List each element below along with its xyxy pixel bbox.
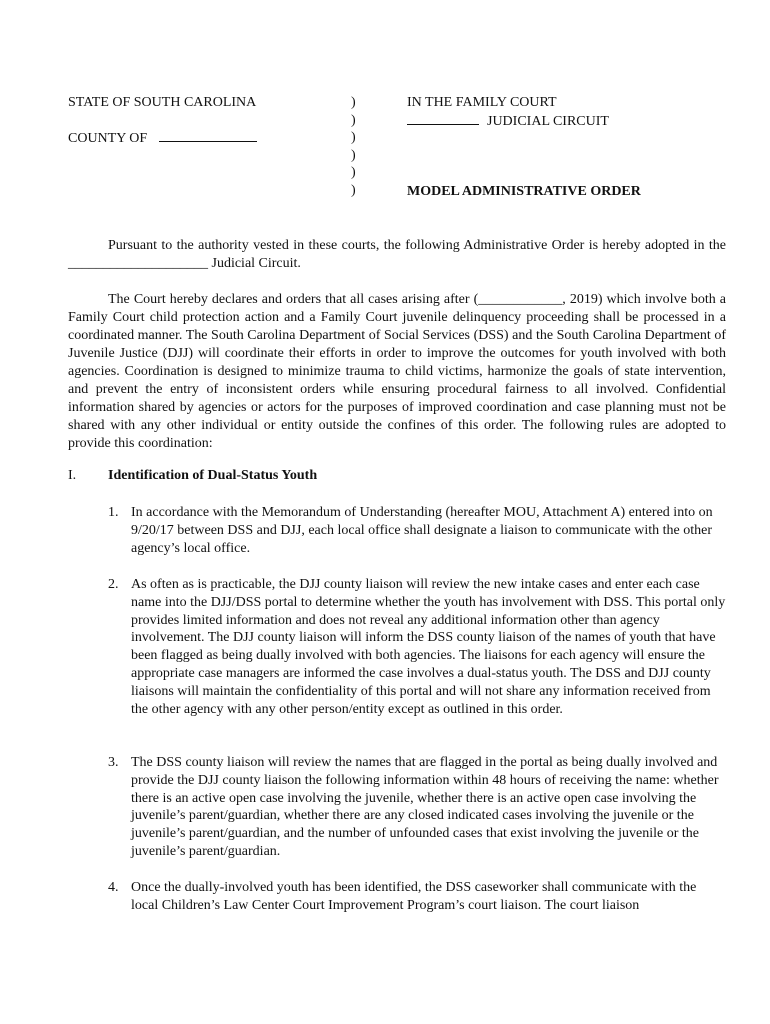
- caption-paren: ): [351, 182, 356, 198]
- order-title: MODEL ADMINISTRATIVE ORDER: [407, 184, 641, 199]
- circuit-blank-line: [407, 112, 479, 125]
- item-number: 1.: [108, 505, 119, 520]
- caption-paren: ): [351, 165, 356, 180]
- caption-left: [68, 94, 356, 199]
- section-heading: [68, 468, 317, 484]
- item-number: 4.: [108, 880, 119, 895]
- caption-paren: ): [351, 130, 356, 145]
- list-item: [108, 754, 726, 861]
- item-text: In accordance with the Memorandum of Understanding (hereafter MOU, Attachment A) entered into on 9/20/17 between DSS and DJJ, each local office shall designate a liaison to communicate with the other agency’s local office.: [131, 505, 713, 556]
- list-item: [108, 576, 726, 718]
- section-number: I.: [68, 468, 77, 483]
- caption-paren: ): [351, 147, 356, 163]
- court-label: IN THE FAMILY COURT: [407, 95, 557, 110]
- caption-paren: ): [351, 95, 356, 110]
- county-label: COUNTY OF: [68, 131, 148, 146]
- paragraph-declaration: The Court hereby declares and orders that all cases arising after (____________, 2019) which involve both a Family Court child protection action and a Family Court juvenile delinquency proceeding shall be processed in a coordinated manner. The South Carolina Department of Social Services (DSS) and the South Carolina Department of Juvenile Justice (DJJ) will coordinate their efforts in order to improve the outcomes for youth involved with both agencies. Coordination is designed to minimize trauma to child victims, harmonize the goals of state intervention, and prevent the entry of inconsistent orders while ensuring procedural fairness to all involved. Confidential information shared by agencies or actors for the purposes of improved coordination and case planning must not be shared with any other individual or entity outside the confines of this order. The following rules are adopted to provide this coordination:: [68, 292, 726, 451]
- item-number: 2.: [108, 577, 119, 592]
- paragraph-authority: Pursuant to the authority vested in these courts, the following Administrative Order is hereby adopted in the ____________________ Judicial Circuit.: [68, 238, 726, 271]
- intro-paragraphs-2: [68, 291, 726, 453]
- list-item: [108, 504, 726, 557]
- circuit-label: JUDICIAL CIRCUIT: [487, 113, 609, 129]
- item-text: As often as is practicable, the DJJ county liaison will review the new intake cases and enter each case name into the DJJ/DSS portal to determine whether the youth has involvement with DSS. This portal only provides limited information and does not reveal any additional information other than agency involvement. The DJJ county liaison will inform the DSS county liaison of the names of youth that have been flagged as being dually involved with both agencies. The liaisons for each agency will ensure the appropriate case managers are informed the case involves a dual-status youth. The DSS and DJJ county liaisons will maintain the confidentiality of this portal and will not share any information received from the other agency with any other person/entity except as outlined in this order.: [131, 577, 726, 717]
- state-label: STATE OF SOUTH CAROLINA: [68, 95, 257, 110]
- county-blank-line: [159, 129, 257, 142]
- item-text: The DSS county liaison will review the names that are flagged in the portal as being dually involved and provide the DJJ county liaison the following information within 48 hours of receiving the name: whether there is an active open case involving the juvenile, whether there is an active open case involving the juvenile’s parent/guardian, whether there are any closed indicated cases involving the juvenile or the juvenile’s parent/guardian, and the number of unfounded cases that exist involving the juvenile or the juvenile’s parent/guardian.: [131, 755, 719, 859]
- item-text: Once the dually-involved youth has been identified, the DSS caseworker shall communicate with the local Children’s Law Center Court Improvement Program’s court liaison. The court liaison: [131, 880, 697, 913]
- section-title: Identification of Dual-Status Youth: [108, 468, 318, 483]
- caption-right: [407, 94, 609, 130]
- item-number: 3.: [108, 755, 119, 770]
- intro-paragraphs: [68, 237, 726, 273]
- list-item: [108, 879, 726, 915]
- caption-paren: ): [351, 112, 356, 128]
